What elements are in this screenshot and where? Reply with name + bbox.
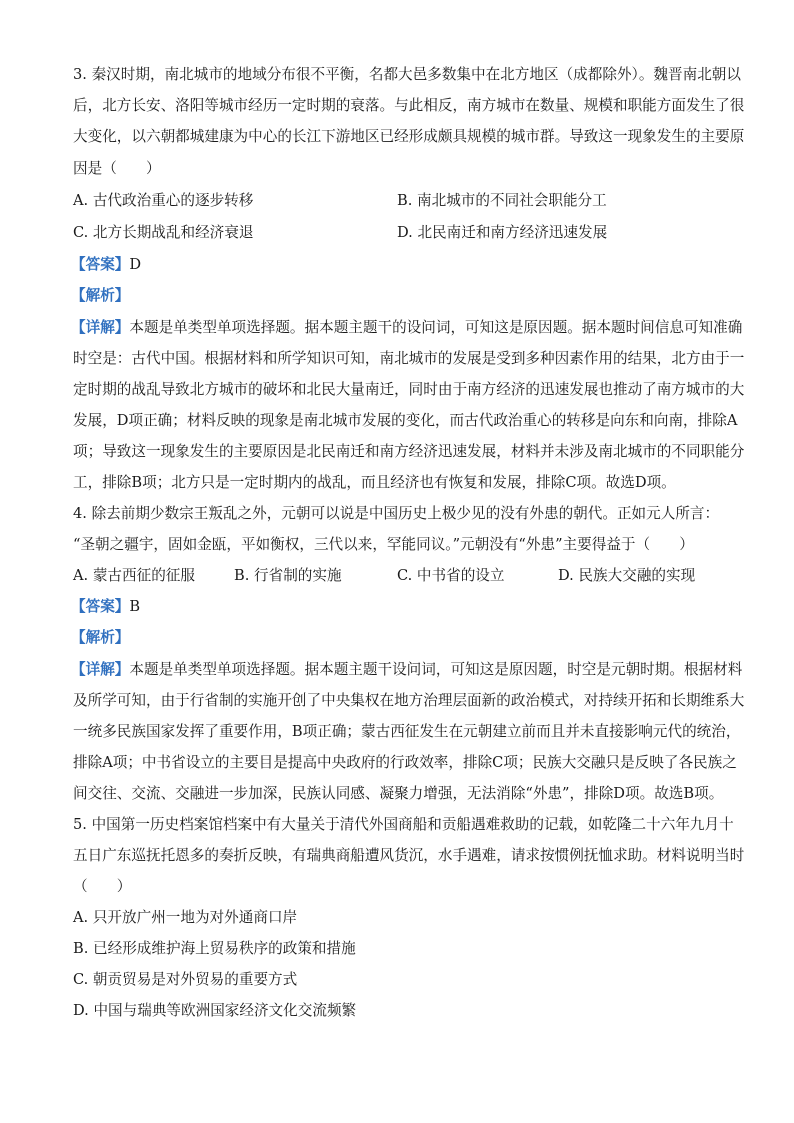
q3-detail-line: 定时期的战乱导致北方城市的破坏和北民大量南迁，同时由于南方经济的迅速发展也推动了南方城市的大: [73, 381, 745, 398]
detail-tag: 【详解】: [71, 661, 130, 678]
detail-tag: 【详解】: [71, 319, 130, 336]
q3-answer: [71, 255, 141, 275]
q3-stem-line: 因是（ ）: [73, 160, 161, 177]
q3-detail-line: 项；导致这一现象发生的主要原因是北民南迁和南方经济迅速发展，材料并未涉及南北城市的不同职能分: [73, 443, 745, 460]
q3-option-b: B. 南北城市的不同社会职能分工: [397, 192, 607, 209]
q5-option-d: D. 中国与瑞典等欧洲国家经济文化交流频繁: [73, 1002, 357, 1019]
q3-detail-line: 【详解】本题是单类型单项选择题。据本题主题干的设问词，可知这是原因题。据本题时间信息可知准确: [71, 319, 743, 336]
q4-option-b: B. 行省制的实施: [234, 567, 342, 584]
analysis-tag: 【解析】: [71, 287, 130, 304]
q4-analysis-heading: [71, 628, 129, 648]
q4-answer: [71, 597, 140, 617]
answer-tag: 【答案】: [71, 598, 130, 615]
q3-option-d: D. 北民南迁和南方经济迅速发展: [397, 224, 608, 241]
q4-option-a: A. 蒙古西征的征服: [73, 567, 195, 584]
answer-value: B: [129, 598, 141, 615]
answer-tag: 【答案】: [71, 256, 130, 273]
analysis-tag: 【解析】: [71, 629, 130, 646]
q3-detail-line: 工，排除B项；北方只是一定时期内的战乱，而且经济也有恢复和发展，排除C项。故选D项。: [73, 474, 676, 491]
q3-stem-line: 大变化，以六朝都城建康为中心的长江下游地区已经形成颇具规模的城市群。导致这一现象发生的主要原: [73, 128, 745, 145]
q4-option-d: D. 民族大交融的实现: [558, 567, 696, 584]
q4-detail-line: 【详解】本题是单类型单项选择题。据本题主题干设问词，可知这是原因题，时空是元朝时期。根据材料: [71, 661, 743, 678]
q5-stem-line: 五日广东巡抚托恩多的奏折反映，有瑞典商船遭风货沉，水手遇难，请求按惯例抚恤求助。材料说明当时: [73, 847, 745, 864]
q3-detail-line: 时空是：古代中国。根据材料和所学知识可知，南北城市的发展是受到多种因素作用的结果，北方由于一: [73, 350, 745, 367]
q3-detail-line: 发展，D项正确；材料反映的现象是南北城市发展的变化，而古代政治重心的转移是向东和向南，排除A: [73, 412, 738, 429]
q3-analysis-heading: [71, 286, 129, 306]
q4-detail-line: 间交往、交流、交融进一步加深，民族认同感、凝聚力增强，无法消除“外患”，排除D项。故选B项。: [73, 785, 724, 802]
q4-stem-line: “圣朝之疆宇，固如金瓯，平如衡权，三代以来，罕能同议。”元朝没有“外患”主要得益于（ ）: [73, 536, 694, 553]
q3-option-a: A. 古代政治重心的逐步转移: [73, 192, 254, 209]
q4-option-c: C. 中书省的设立: [397, 567, 505, 584]
answer-value: D: [129, 256, 142, 273]
q4-detail-line: 排除A项；中书省设立的主要目是提高中央政府的行政效率，排除C项；民族大交融只是反映了各民族之: [73, 754, 737, 771]
q4-detail-line: 及所学可知，由于行省制的实施开创了中央集权在地方治理层面新的政治模式，对持续开拓和长期维系大: [73, 692, 745, 709]
q5-option-c: C. 朝贡贸易是对外贸易的重要方式: [73, 971, 298, 988]
q4-stem-line: 4. 除去前期少数宗王叛乱之外，元朝可以说是中国历史上极少见的没有外患的朝代。正如元人所言：: [73, 505, 720, 522]
q5-option-a: A. 只开放广州一地为对外通商口岸: [73, 909, 298, 926]
q5-option-b: B. 已经形成维护海上贸易秩序的政策和措施: [73, 940, 356, 957]
q3-stem-line: 3. 秦汉时期，南北城市的地域分布很不平衡，名都大邑多数集中在北方地区（成都除外）。魏晋南北朝以: [73, 66, 741, 83]
q5-stem-line: 5. 中国第一历史档案馆档案中有大量关于清代外国商船和贡船遇难救助的记载，如乾隆二十六年九月十: [73, 816, 734, 833]
q3-option-c: C. 北方长期战乱和经济衰退: [73, 224, 254, 241]
q4-detail-line: 一统多民族国家发挥了重要作用，B项正确；蒙古西征发生在元朝建立前而且并未直接影响元代的统治，: [73, 723, 741, 740]
q5-stem-line: （ ）: [73, 878, 132, 895]
q3-stem-line: 后，北方长安、洛阳等城市经历一定时期的衰落。与此相反，南方城市在数量、规模和职能方面发生了很: [73, 97, 745, 114]
